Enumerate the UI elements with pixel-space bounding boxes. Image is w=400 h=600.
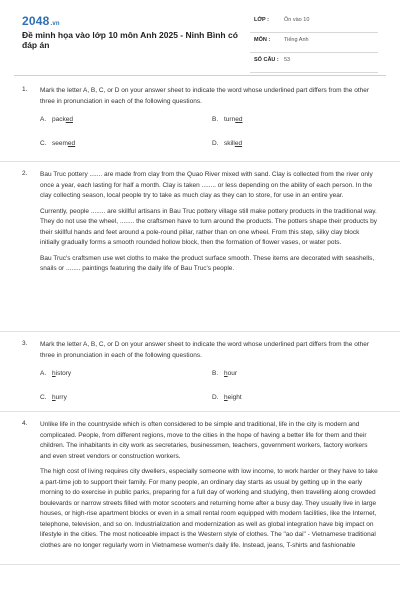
question-list [0, 78, 400, 565]
option-c[interactable] [40, 140, 75, 147]
option-underlined-part: ed [65, 116, 73, 123]
option-word-stem: turn [224, 116, 236, 123]
passage-paragraph: Currently, people ........ are skillful artisans in Bau Truc pottery village still make pottery products in the traditional way. They do not use the wheel, ........ the craftsmen have to turn around the products. The potters shape their products by their skillful hands and feet around a pole-round pillar, rather than on one wheel. From this step, silky clay block initially gradually forms a smooth rounded hollow block, then the formation of flower vases, or water pots. [40, 207, 377, 246]
option-letter: D. [212, 140, 219, 147]
option-underlined-part: h [52, 370, 56, 377]
option-letter: A. [40, 116, 47, 123]
option-word-rest: our [227, 370, 238, 377]
question-number: 1. [22, 86, 28, 93]
question-text: Mark the letter A, B, C, or D on your answer sheet to indicate the word whose underlined part differs from the other three in pronunciation in each of the following questions. [40, 87, 370, 105]
option-underlined-part: ed [234, 140, 243, 147]
option-letter: B. [212, 116, 219, 123]
meta-label: SỐ CÂU : [254, 57, 279, 63]
option-word-stem: seem [52, 140, 68, 147]
passage-paragraph: Bau Truc's craftsmen use wet cloths to make the product surface smooth. These items are decorated with seashells, snails or ........ paintings featuring the daily life of Bau Truc's people. [40, 254, 375, 272]
question-3 [0, 332, 400, 412]
question-number: 3. [22, 340, 28, 347]
option-a[interactable] [40, 116, 73, 123]
question-4 [0, 412, 400, 565]
passage-paragraph: Bau Truc pottery ....... are made from clay from the Quao River mixed with sand. Clay is collected from the river only once a year, each lasting for half a month. Clay is taken ........ or less depending on the ability of each person. In the clay collecting season, local people try to take as much clay as they can to store, for use in an entire year. [40, 171, 373, 199]
option-underlined-part: h [224, 394, 228, 401]
option-a[interactable] [40, 370, 71, 377]
option-word-stem: pack [52, 116, 66, 123]
option-word-rest: urry [55, 394, 67, 401]
option-b[interactable] [212, 116, 242, 123]
exam-meta-table [250, 13, 378, 73]
logo-suffix: .vn [50, 21, 60, 27]
option-underlined-part: h [224, 370, 228, 377]
option-underlined-part: h [52, 394, 56, 401]
page-header [0, 0, 400, 66]
logo-text: 2048 [22, 14, 50, 28]
option-word-stem: skill [224, 140, 235, 147]
option-letter: C. [40, 140, 47, 147]
option-letter: A. [40, 370, 47, 377]
answer-options [40, 112, 378, 162]
option-underlined-part: ed [235, 116, 243, 123]
option-letter: B. [212, 370, 219, 377]
option-underlined-part: ed [67, 140, 76, 147]
meta-value: Ôn vào 10 [284, 17, 310, 23]
question-text: Mark the letter A, B, C, or D on your answer sheet to indicate the word whose underlined part differs from the other three in pronunciation in each of the following questions. [40, 341, 370, 359]
answer-options [40, 366, 378, 416]
meta-row-subject [250, 33, 378, 53]
document-title: Đề minh họa vào lớp 10 môn Anh 2025 - Ninh Bình có đáp án [22, 30, 238, 50]
meta-row-class [250, 13, 378, 33]
meta-label: MÔN : [254, 37, 271, 43]
question-2 [0, 162, 400, 332]
header-divider [14, 75, 386, 76]
option-b[interactable] [212, 370, 237, 377]
option-d[interactable] [212, 140, 242, 147]
passage-paragraph: The high cost of living requires city dwellers, especially someone with low income, to work harder or they have to take a part-time job to support their family. For many people, an ordinary day starts as usual by getting up in the early morning to do exercise in public parks, preparing for a full day of working and studying, then travelling along crowded boulevards or narrow streets filled with motor scooters and returning home after a busy day. They usually live in large houses, or high-rise apartment blocks or even in a small rental room equipped with modern facilities, like the Internet, telephone, television, and so on. Industrialization and modernization as well as global integration have big impact on lifestyle in the cities. The most noticeable impact is the Western style of clothes. The "ao dai" - Vietnamese traditional clothes are no longer regularly worn in Vietnamese women's daily life. Instead, jeans, T-shirts and fashionable [40, 468, 378, 549]
site-logo[interactable] [22, 14, 60, 28]
question-number: 2. [22, 170, 28, 177]
option-d[interactable] [212, 394, 242, 401]
meta-label: LỚP : [254, 17, 269, 23]
option-word-rest: istory [55, 370, 72, 377]
passage-paragraph: Unlike life in the countryside which is often considered to be simple and traditional, life in the city is modern and complicated. People, from different regions, move to the cities in the hope of having a better life for them and their children. The inhabitants in city work as secretaries, businessmen, teachers, government workers, factory workers and even street vendors or construction workers. [40, 421, 368, 460]
question-number: 4. [22, 420, 28, 427]
meta-row-question-count [250, 53, 378, 73]
option-c[interactable] [40, 394, 67, 401]
option-word-rest: eight [227, 394, 242, 401]
option-letter: D. [212, 394, 219, 401]
option-letter: C. [40, 394, 47, 401]
question-1 [0, 78, 400, 162]
meta-value: 53 [284, 57, 291, 63]
meta-value: Tiếng Anh [284, 37, 309, 43]
